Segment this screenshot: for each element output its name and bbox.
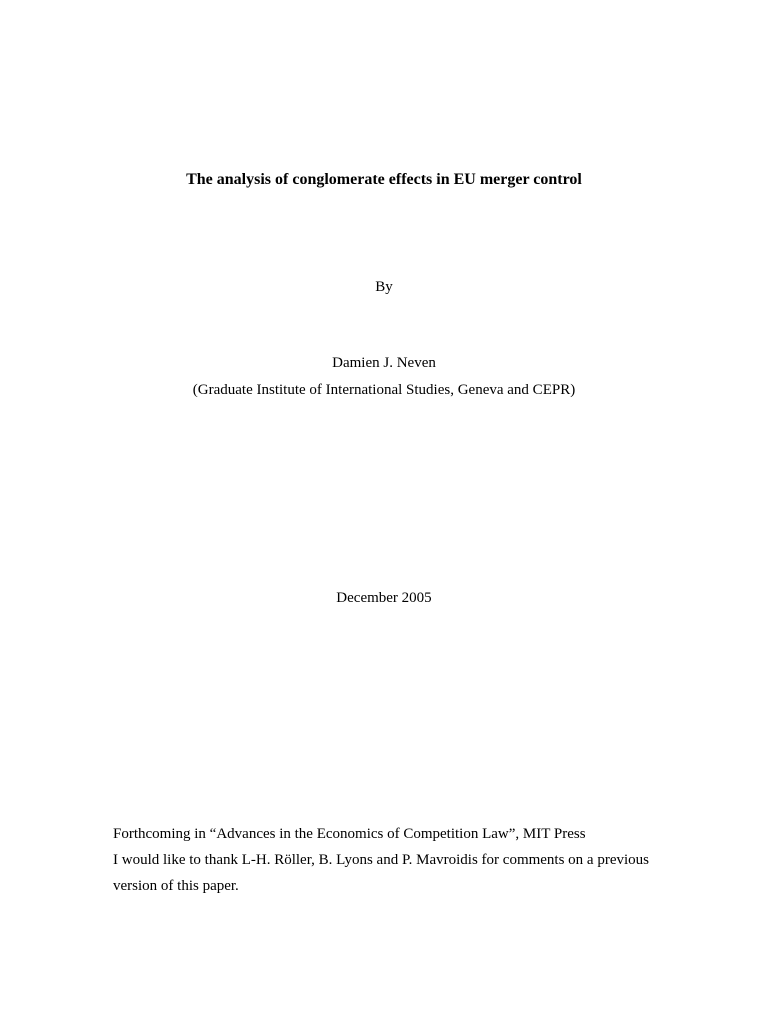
author-name: Damien J. Neven [332, 355, 436, 371]
acknowledgement-line-1: I would like to thank L-H. Röller, B. Lyons and P. Mavroidis for comments on a previous [113, 852, 650, 868]
forthcoming-note: Forthcoming in “Advances in the Economics of Competition Law”, MIT Press [113, 826, 586, 842]
author-affiliation: (Graduate Institute of International Studies, Geneva and CEPR) [192, 382, 576, 398]
publication-date: December 2005 [336, 590, 432, 606]
by-label: By [375, 279, 393, 295]
front-matter-notes [113, 821, 673, 899]
paper-title: The analysis of conglomerate effects in EU merger control [186, 171, 582, 188]
acknowledgement-line-2: version of this paper. [113, 878, 239, 894]
